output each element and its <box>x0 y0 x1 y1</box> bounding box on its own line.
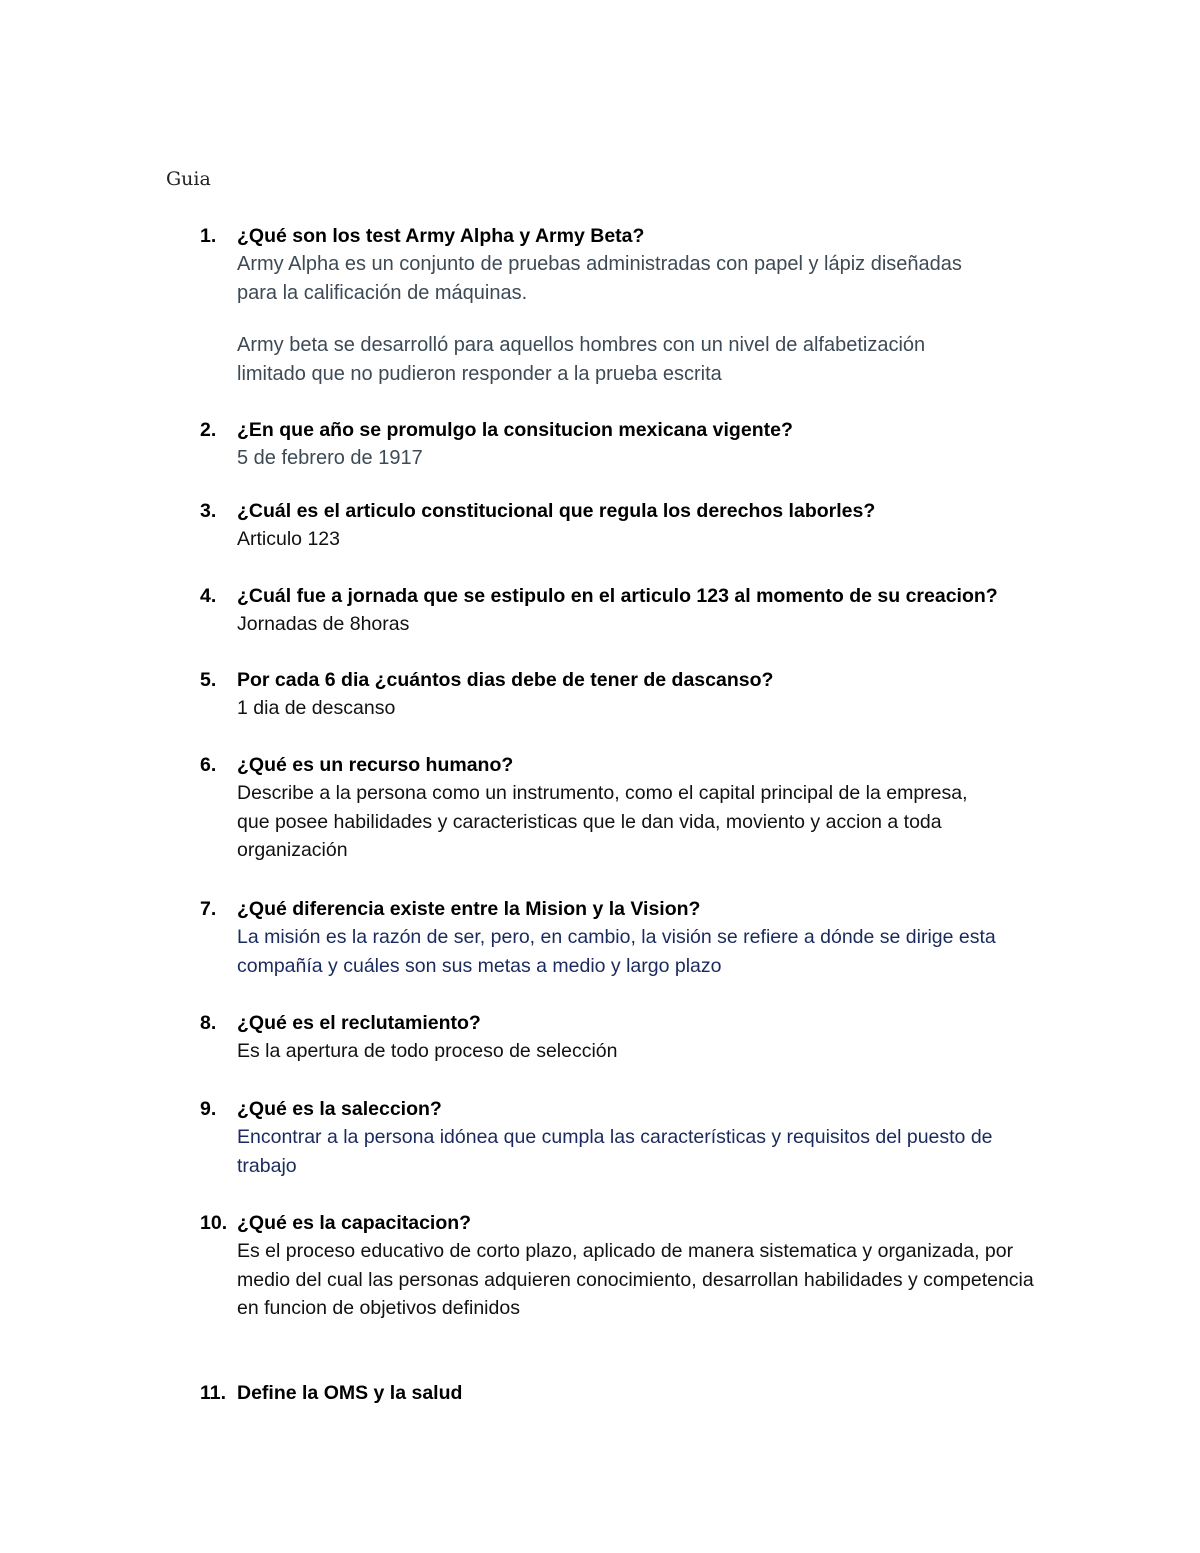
question-number: 11. <box>200 1382 227 1404</box>
question-number: 2. <box>200 419 217 441</box>
question-item <box>200 582 1080 639</box>
answer-text: Army beta se desarrolló para aquellos hombres con un nivel de alfabetización limitado que no pudieron responder a la prueba escrita <box>237 334 926 385</box>
answer-text: Jornadas de 8horas <box>237 613 410 635</box>
question-text: ¿En que año se promulgo la consitucion mexicana vigente? <box>237 419 793 441</box>
question-number: 5. <box>200 669 217 691</box>
question-number: 8. <box>200 1012 217 1034</box>
question-number: 7. <box>200 898 217 920</box>
answer-text: 1 dia de descanso <box>237 697 396 719</box>
question-item <box>200 497 1080 554</box>
question-text: Por cada 6 dia ¿cuántos dias debe de tener de dascanso? <box>237 669 774 691</box>
question-number: 4. <box>200 585 217 607</box>
question-number: 3. <box>200 500 217 522</box>
answer-text: La misión es la razón de ser, pero, en cambio, la visión se refiere a dónde se dirige esta compañía y cuáles son sus metas a medio y largo plazo <box>237 926 996 977</box>
answer-text: 5 de febrero de 1917 <box>237 447 423 469</box>
question-item <box>200 895 1080 980</box>
question-number: 10. <box>200 1212 228 1234</box>
question-text: ¿Qué es la capacitacion? <box>237 1212 472 1234</box>
question-item <box>200 1209 1080 1323</box>
question-text: ¿Cuál es el articulo constitucional que regula los derechos laborles? <box>237 500 876 522</box>
question-text: Define la OMS y la salud <box>237 1382 463 1404</box>
question-item <box>200 1379 1080 1407</box>
question-item <box>200 1009 1080 1066</box>
question-text: ¿Qué son los test Army Alpha y Army Beta? <box>237 225 645 247</box>
answer-text: Articulo 123 <box>237 528 340 550</box>
answer-text: Describe a la persona como un instrumento, como el capital principal de la empresa, que posee habilidades y caracteristicas que le dan vida, moviento y accion a toda organización <box>237 782 968 861</box>
question-text: ¿Cuál fue a jornada que se estipulo en el articulo 123 al momento de su creacion? <box>237 585 998 607</box>
answer-text: Es el proceso educativo de corto plazo, aplicado de manera sistematica y organizada, por medio del cual las personas adquieren conocimiento, desarrollan habilidades y competencia en funcion de objetivos definidos <box>237 1240 1034 1319</box>
question-item <box>200 416 1080 473</box>
answer-text: Es la apertura de todo proceso de selección <box>237 1040 618 1062</box>
question-text: ¿Qué es el reclutamiento? <box>237 1012 481 1034</box>
question-item <box>200 751 1080 865</box>
question-text: ¿Qué diferencia existe entre la Mision y la Vision? <box>237 898 701 920</box>
answer-text: Encontrar a la persona idónea que cumpla las características y requisitos del puesto de trabajo <box>237 1126 993 1177</box>
question-text: ¿Qué es un recurso humano? <box>237 754 514 776</box>
question-number: 1. <box>200 225 217 247</box>
question-number: 6. <box>200 754 217 776</box>
question-text: ¿Qué es la saleccion? <box>237 1098 442 1120</box>
question-number: 9. <box>200 1098 217 1120</box>
answer-text: Army Alpha es un conjunto de pruebas administradas con papel y lápiz diseñadas para la calificación de máquinas. <box>237 253 962 304</box>
question-item <box>200 1095 1080 1180</box>
document-title: Guia <box>166 168 211 190</box>
question-item <box>200 222 1080 388</box>
question-item <box>200 666 1080 723</box>
